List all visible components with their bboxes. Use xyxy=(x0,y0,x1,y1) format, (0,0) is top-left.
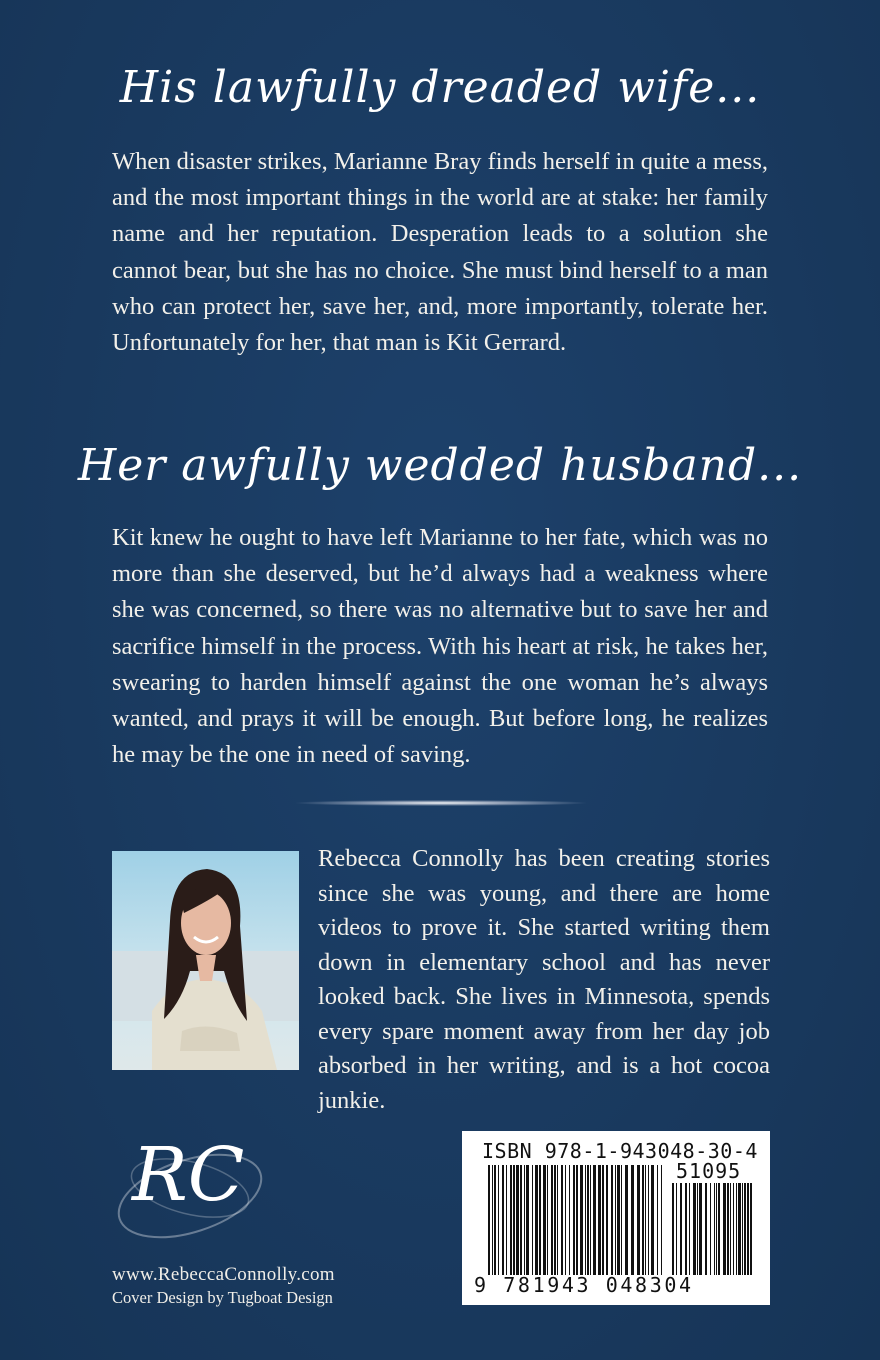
barcode-bar xyxy=(657,1165,658,1275)
barcode-bar xyxy=(718,1183,720,1275)
barcode-bar xyxy=(565,1165,566,1275)
barcode-bar xyxy=(716,1183,717,1275)
barcode-bar xyxy=(494,1165,496,1275)
barcode-bar xyxy=(488,1165,490,1275)
barcode-bar xyxy=(661,1165,662,1275)
barcode-bar xyxy=(602,1165,604,1275)
barcode-bar xyxy=(516,1165,519,1275)
barcode-bar xyxy=(580,1165,583,1275)
barcode-bar xyxy=(736,1183,737,1275)
tagline-heading-1: His lawfully dreaded wife... xyxy=(119,62,761,113)
barcode-bar xyxy=(672,1183,674,1275)
barcode-bar xyxy=(547,1165,548,1275)
barcode-bar xyxy=(587,1165,589,1275)
barcode-bar xyxy=(561,1165,563,1275)
barcode-bar xyxy=(524,1165,525,1275)
barcode-bar xyxy=(593,1165,596,1275)
barcode-bar xyxy=(615,1165,616,1275)
author-website: www.RebeccaConnolly.com xyxy=(112,1264,335,1285)
barcode-bar xyxy=(648,1165,649,1275)
barcode-number: 9 781943 048304 xyxy=(474,1273,694,1297)
barcode-bar xyxy=(617,1165,620,1275)
barcode-bar xyxy=(742,1183,743,1275)
barcode-bar xyxy=(645,1165,646,1275)
barcode-bar xyxy=(621,1165,622,1275)
barcode-bar xyxy=(685,1183,687,1275)
barcode-bar xyxy=(631,1165,634,1275)
barcode-bar xyxy=(747,1183,749,1275)
barcode-bar xyxy=(611,1165,613,1275)
section-divider xyxy=(296,800,586,806)
barcode-bar xyxy=(557,1165,558,1275)
barcode-bar xyxy=(714,1183,715,1275)
barcode-bar xyxy=(598,1165,601,1275)
barcode-bar xyxy=(539,1165,541,1275)
author-photo xyxy=(112,851,299,1070)
barcode-bar xyxy=(606,1165,608,1275)
isbn-barcode xyxy=(462,1131,770,1305)
author-monogram-logo xyxy=(110,1118,270,1258)
author-bio: Rebecca Connolly has been creating stories since she was young, and there are home videos to prove it. She started writing them down in elementary school and has never looked back. She lives in Minnesota, spends every spare moment away from her day job absorbed in her writing, and is a hot cocoa junkie. xyxy=(318,845,770,1114)
barcode-bar xyxy=(738,1183,741,1275)
tagline-heading-2: Her awfully wedded husband... xyxy=(77,440,803,491)
barcode-bar xyxy=(506,1165,507,1275)
barcode-bar xyxy=(526,1165,529,1275)
barcode-bar xyxy=(551,1165,553,1275)
barcode-bar xyxy=(637,1165,640,1275)
barcode-bar xyxy=(730,1183,731,1275)
price-code: 51095 xyxy=(676,1159,742,1183)
barcode-bar xyxy=(498,1165,499,1275)
barcode-bar xyxy=(723,1183,726,1275)
barcode-bar xyxy=(585,1165,586,1275)
barcode-bar xyxy=(492,1165,493,1275)
barcode-bar xyxy=(625,1165,628,1275)
monogram-r: RC xyxy=(132,1132,245,1218)
barcode-bar xyxy=(576,1165,578,1275)
barcode-bar xyxy=(513,1165,515,1275)
barcode-bar xyxy=(733,1183,734,1275)
barcode-bar xyxy=(697,1183,698,1275)
barcode-bar xyxy=(532,1165,533,1275)
barcode-bar xyxy=(535,1165,538,1275)
barcode-bar xyxy=(705,1183,707,1275)
barcode-bar xyxy=(744,1183,746,1275)
isbn-label: ISBN 978-1-943048-30-4 xyxy=(482,1139,758,1163)
barcode-bar xyxy=(699,1183,702,1275)
synopsis-paragraph-1: When disaster strikes, Marianne Bray finds herself in quite a mess, and the most important things in the world are at stake: her family name and her reputation. Desperation leads to a solution she cannot bear, but she has no choice. She must bind herself to a man who can protect her, save her, and, more importantly, tolerate her. Unfortunately for her, that man is Kit Gerrard. xyxy=(112,148,768,357)
barcode-bar xyxy=(642,1165,644,1275)
barcode-bar xyxy=(693,1183,696,1275)
barcode-bar xyxy=(543,1165,546,1275)
barcode-bar xyxy=(676,1183,677,1275)
barcode-bar xyxy=(689,1183,690,1275)
barcode-bar xyxy=(569,1165,570,1275)
barcode-bar xyxy=(727,1183,729,1275)
barcode-bar xyxy=(520,1165,522,1275)
barcode-bar xyxy=(750,1183,752,1275)
barcode-bar xyxy=(590,1165,591,1275)
cover-design-credit: Cover Design by Tugboat Design xyxy=(112,1288,333,1307)
barcode-bar xyxy=(573,1165,575,1275)
barcode-bar xyxy=(554,1165,556,1275)
barcode-bar xyxy=(502,1165,504,1275)
barcode-bar xyxy=(651,1165,654,1275)
barcode-bar xyxy=(510,1165,512,1275)
barcode-bar xyxy=(680,1183,682,1275)
synopsis-paragraph-2: Kit knew he ought to have left Marianne to her fate, which was no more than she deserved, but he’d always had a weakness where she was concerned, so there was no alternative but to save her and sacrifice himself in the process. With his heart at risk, he takes her, swearing to harden himself against the one woman he’s always wanted, and prays it will be enough. But before long, he realizes he may be the one in need of saving. xyxy=(112,524,768,769)
barcode-bar xyxy=(710,1183,711,1275)
